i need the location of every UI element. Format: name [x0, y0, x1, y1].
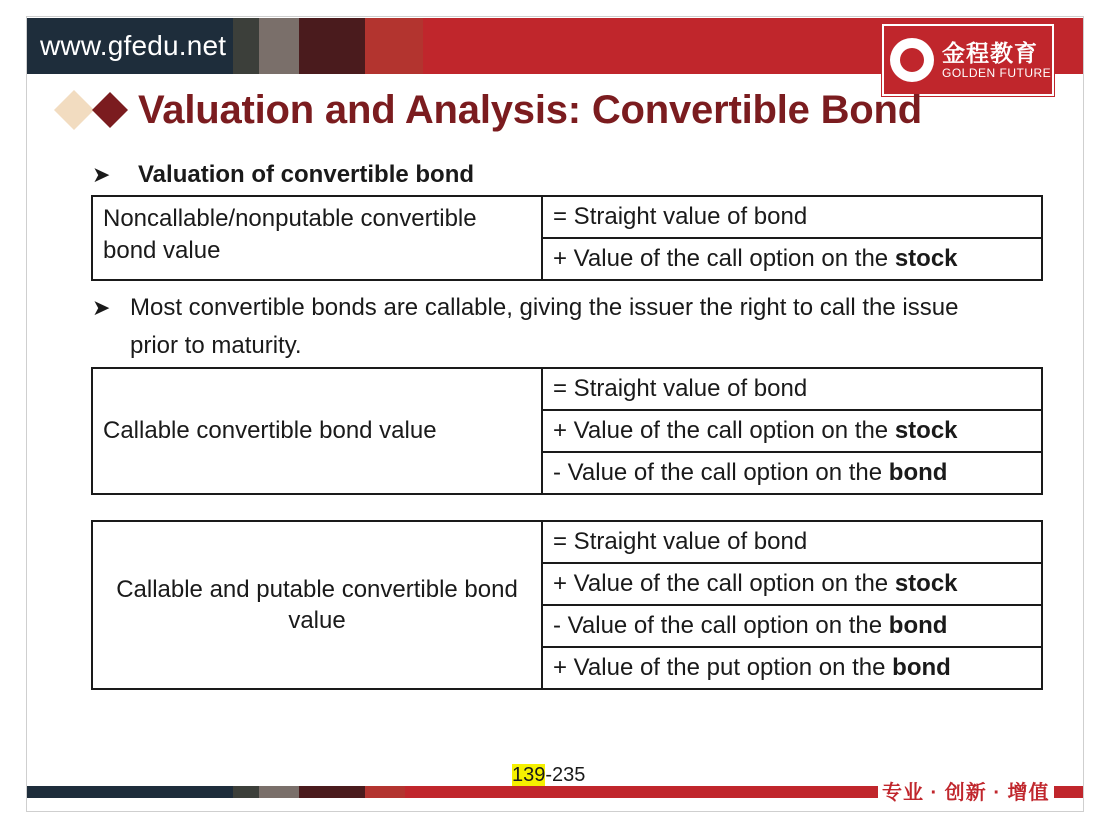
table-label: Callable convertible bond value — [92, 368, 542, 494]
page-total: -235 — [545, 764, 586, 786]
table-term: = Straight value of bond — [542, 196, 1042, 238]
bullet-text: Valuation of convertible bond — [138, 161, 475, 188]
callable-putable-value-table — [91, 520, 1043, 690]
bullet-callable-note — [92, 289, 992, 365]
table-term: - Value of the call option on the bond — [542, 452, 1042, 494]
table-term: = Straight value of bond — [542, 368, 1042, 410]
arrow-bullet-icon: ➤ — [92, 162, 111, 187]
page-current: 139 — [512, 764, 546, 786]
table-term: + Value of the call option on the stock — [542, 238, 1042, 280]
table-term: + Value of the call option on the stock — [542, 563, 1042, 605]
logo-seal-icon — [890, 38, 934, 82]
footer-slogan: 专业 · 创新 · 增值 — [878, 776, 1054, 805]
logo-chinese-name: 金程教育 — [942, 40, 1038, 66]
table-term: = Straight value of bond — [542, 521, 1042, 563]
bullet-text: Most convertible bonds are callable, giving the issuer the right to call the issue prior to maturity. — [130, 294, 959, 359]
table-term: + Value of the call option on the stock — [542, 410, 1042, 452]
site-url: www.gfedu.net — [40, 30, 227, 61]
table-label: Callable and putable convertible bond value — [92, 521, 542, 689]
table-term: + Value of the put option on the bond — [542, 647, 1042, 689]
table-term: - Value of the call option on the bond — [542, 605, 1042, 647]
arrow-bullet-icon: ➤ — [92, 295, 111, 320]
noncallable-value-table — [91, 195, 1043, 281]
slide-title: Valuation and Analysis: Convertible Bond — [138, 88, 922, 132]
logo-english-name: GOLDEN FUTURE — [942, 66, 1052, 80]
callable-value-table — [91, 367, 1043, 495]
title-diamond-icon — [52, 88, 132, 132]
brand-logo — [882, 24, 1054, 96]
table-label: Noncallable/nonputable convertible bond value — [92, 196, 542, 280]
page-number — [512, 764, 585, 787]
